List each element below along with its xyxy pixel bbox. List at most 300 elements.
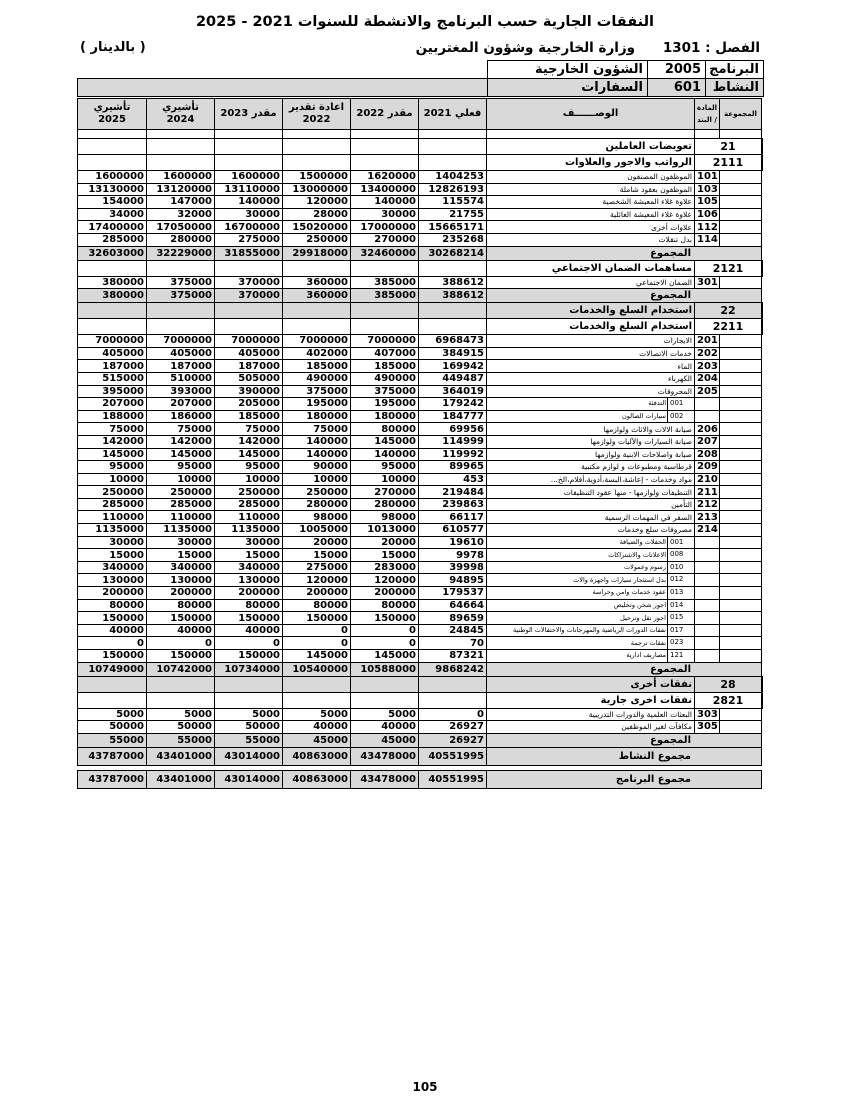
- value-2021: 19610: [419, 536, 487, 549]
- empty-cell: [351, 692, 419, 708]
- value-2022-reestimate: 15020000: [283, 221, 351, 234]
- value-2022-reestimate: 29918000: [283, 246, 351, 260]
- item-row: [78, 221, 763, 234]
- value-2021: 384915: [419, 347, 487, 360]
- item-code: 213: [695, 511, 720, 524]
- value-2022-estimate: 270000: [351, 233, 419, 246]
- value-2022-reestimate: 140000: [283, 448, 351, 461]
- item-code: 202: [695, 347, 720, 360]
- value-2023: 7000000: [215, 335, 283, 348]
- value-2025: 130000: [78, 574, 147, 587]
- value-2022-reestimate: 28000: [283, 208, 351, 221]
- empty-cell: [720, 410, 762, 423]
- column-header-row: [78, 99, 763, 130]
- item-code: 112: [695, 221, 720, 234]
- ministry-name: وزارة الخارجية وشؤون المغتربين: [415, 40, 635, 56]
- value-2023: 145000: [215, 448, 283, 461]
- item-row: [78, 385, 763, 398]
- group-code: 21: [695, 139, 762, 155]
- group-row: [78, 139, 763, 155]
- value-2022-reestimate: 75000: [283, 423, 351, 436]
- empty-cell: [351, 303, 419, 319]
- value-2023: 150000: [215, 612, 283, 625]
- value-2023: 43014000: [215, 747, 283, 765]
- value-2022-estimate: 80000: [351, 423, 419, 436]
- activity-label: النشاط: [706, 79, 764, 97]
- value-2022-estimate: 40000: [351, 721, 419, 734]
- value-2022-reestimate: 40000: [283, 721, 351, 734]
- value-2025: 80000: [78, 599, 147, 612]
- value-2023: 185000: [215, 410, 283, 423]
- value-2022-estimate: 283000: [351, 561, 419, 574]
- col-group: المجموعة: [720, 99, 762, 130]
- value-2021: 115574: [419, 196, 487, 209]
- value-2022-reestimate: 10540000: [283, 662, 351, 676]
- value-2022-estimate: 375000: [351, 385, 419, 398]
- value-2022-estimate: 20000: [351, 536, 419, 549]
- value-2022-estimate: 80000: [351, 599, 419, 612]
- value-2024: 285000: [147, 498, 215, 511]
- group-code: 2121: [695, 260, 762, 276]
- item-code: 209: [695, 461, 720, 474]
- empty-cell: [695, 599, 720, 612]
- value-2022-estimate: 407000: [351, 347, 419, 360]
- empty-cell: [720, 183, 762, 196]
- page-title: النفقات الجارية حسب البرنامج والانشطة للسنوات 2021 - 2025: [195, 14, 655, 30]
- value-2023: 55000: [215, 733, 283, 747]
- empty-cell: [695, 536, 720, 549]
- empty-cell: [695, 587, 720, 600]
- empty-cell: [283, 260, 351, 276]
- group-row: [78, 155, 763, 171]
- value-2022-estimate: 10588000: [351, 662, 419, 676]
- value-2022-estimate: 1620000: [351, 171, 419, 184]
- value-2023: 505000: [215, 372, 283, 385]
- value-2023: 1600000: [215, 171, 283, 184]
- empty-cell: [215, 260, 283, 276]
- empty-cell: [720, 461, 762, 474]
- sub-item-row: [78, 637, 763, 650]
- item-row: [78, 372, 763, 385]
- activity-code: 601: [648, 79, 706, 97]
- value-2022-estimate: 385000: [351, 276, 419, 289]
- value-2024: 207000: [147, 398, 215, 411]
- group-description: مساهمات الضمان الاجتماعي: [487, 260, 695, 276]
- value-2023: 390000: [215, 385, 283, 398]
- empty-cell: [720, 721, 762, 734]
- item-row: [78, 335, 763, 348]
- subtotal-row: [78, 662, 763, 676]
- empty-cell: [215, 155, 283, 171]
- sub-item-description: سيارات الصالون 002: [487, 410, 695, 423]
- value-2022-reestimate: 360000: [283, 289, 351, 303]
- empty-cell: [762, 155, 763, 171]
- item-row: [78, 524, 763, 537]
- value-2024: 43401000: [147, 747, 215, 765]
- item-description: التنظيفات ولوازمها - منها عقود التنظيفات: [487, 486, 695, 499]
- empty-cell: [720, 221, 762, 234]
- value-2022-reestimate: 45000: [283, 733, 351, 747]
- sub-item-code: 008: [667, 549, 692, 561]
- group-description: نفقات اخرى جارية: [487, 692, 695, 708]
- empty-cell: [720, 360, 762, 373]
- value-2022-estimate: 270000: [351, 486, 419, 499]
- empty-cell: [215, 692, 283, 708]
- value-2025: 200000: [78, 587, 147, 600]
- value-2021: 39998: [419, 561, 487, 574]
- total-label: المجموع: [487, 662, 762, 676]
- empty-cell: [351, 319, 419, 335]
- value-2022-estimate: 120000: [351, 574, 419, 587]
- value-2021: 169942: [419, 360, 487, 373]
- value-2025: 10749000: [78, 662, 147, 676]
- empty-cell: [419, 676, 487, 692]
- program-name: الشؤون الخارجية: [488, 61, 648, 79]
- empty-cell: [720, 599, 762, 612]
- value-2024: 7000000: [147, 335, 215, 348]
- empty-cell: [720, 524, 762, 537]
- value-2024: 130000: [147, 574, 215, 587]
- empty-cell: [720, 486, 762, 499]
- empty-cell: [720, 196, 762, 209]
- value-2022-reestimate: 250000: [283, 233, 351, 246]
- sub-item-code: 015: [667, 612, 692, 624]
- value-2024: 375000: [147, 289, 215, 303]
- item-code: 203: [695, 360, 720, 373]
- empty-cell: [419, 155, 487, 171]
- value-2022-reestimate: 280000: [283, 498, 351, 511]
- item-description: مواد وخدمات - إعاشة،البسة،أدوية،أفلام،الخ...: [487, 473, 695, 486]
- value-2022-reestimate: 1005000: [283, 524, 351, 537]
- value-2022-estimate: 30000: [351, 208, 419, 221]
- value-2023: 142000: [215, 435, 283, 448]
- value-2023: 95000: [215, 461, 283, 474]
- item-description: الكهرباء: [487, 372, 695, 385]
- value-2021: 453: [419, 473, 487, 486]
- col-2024: تأشيري 2024: [147, 99, 215, 130]
- empty-cell: [695, 637, 720, 650]
- value-2022-reestimate: 275000: [283, 561, 351, 574]
- item-description: الماء: [487, 360, 695, 373]
- value-2023: 285000: [215, 498, 283, 511]
- item-description: صيانة الالات والاثاث ولوازمها: [487, 423, 695, 436]
- program-activity-header: [77, 60, 764, 97]
- value-2021: 610577: [419, 524, 487, 537]
- empty-cell: [78, 692, 147, 708]
- value-2021: 89659: [419, 612, 487, 625]
- value-2025: 340000: [78, 561, 147, 574]
- value-2023: 370000: [215, 276, 283, 289]
- empty-cell: [78, 155, 147, 171]
- value-2022-reestimate: 7000000: [283, 335, 351, 348]
- item-description: خدمات الاتصالات: [487, 347, 695, 360]
- value-2022-reestimate: 5000: [283, 708, 351, 721]
- value-2024: 75000: [147, 423, 215, 436]
- item-row: [78, 276, 763, 289]
- value-2022-reestimate: 80000: [283, 599, 351, 612]
- group-description: الرواتب والاجور والعلاوات: [487, 155, 695, 171]
- value-2021: 184777: [419, 410, 487, 423]
- value-2022-estimate: 185000: [351, 360, 419, 373]
- value-2025: 187000: [78, 360, 147, 373]
- value-2022-reestimate: 20000: [283, 536, 351, 549]
- value-2025: 75000: [78, 423, 147, 436]
- value-2023: 15000: [215, 549, 283, 562]
- value-2021: 30268214: [419, 246, 487, 260]
- item-row: [78, 486, 763, 499]
- empty-cell: [720, 276, 762, 289]
- item-description: البعثات العلمية والدورات التدريبية: [487, 708, 695, 721]
- grand-total-row: [78, 770, 763, 788]
- value-2025: 17400000: [78, 221, 147, 234]
- value-2025: 1600000: [78, 171, 147, 184]
- value-2025: 13130000: [78, 183, 147, 196]
- value-2023: 30000: [215, 536, 283, 549]
- activity-name: السفارات: [488, 79, 648, 97]
- value-2021: 179537: [419, 587, 487, 600]
- value-2021: 239863: [419, 498, 487, 511]
- empty-cell: [283, 692, 351, 708]
- col-2022-reestimate: اعادة تقدير 2022: [283, 99, 351, 130]
- empty-cell: [720, 171, 762, 184]
- empty-cell: [695, 624, 720, 637]
- value-2022-estimate: 98000: [351, 511, 419, 524]
- sub-item-code: 013: [667, 587, 692, 599]
- value-2023: 0: [215, 637, 283, 650]
- value-2022-estimate: 0: [351, 637, 419, 650]
- value-2024: 10742000: [147, 662, 215, 676]
- value-2021: 219484: [419, 486, 487, 499]
- group-code: 2111: [695, 155, 762, 171]
- total-label: المجموع: [487, 289, 762, 303]
- value-2023: 250000: [215, 486, 283, 499]
- sub-item-code: 010: [667, 562, 692, 574]
- total-label: مجموع النشاط: [487, 747, 762, 765]
- empty-cell: [351, 260, 419, 276]
- value-2025: 145000: [78, 448, 147, 461]
- empty-cell: [78, 139, 147, 155]
- value-2021: 179242: [419, 398, 487, 411]
- item-code: 105: [695, 196, 720, 209]
- sub-item-description: التدفئة 001: [487, 398, 695, 411]
- group-code: 2821: [695, 692, 762, 708]
- value-2022-reestimate: 10000: [283, 473, 351, 486]
- sub-item-description: الحفلات والضيافة 001: [487, 536, 695, 549]
- value-2025: 188000: [78, 410, 147, 423]
- sub-item-description: نفقات الدورات الرياضية والمهرجانات والاحتفالات الوطنية 017: [487, 624, 695, 637]
- empty-cell: [720, 498, 762, 511]
- value-2023: 10000: [215, 473, 283, 486]
- sub-item-row: [78, 587, 763, 600]
- item-row: [78, 360, 763, 373]
- value-2022-reestimate: 145000: [283, 650, 351, 663]
- value-2023: 200000: [215, 587, 283, 600]
- sub-item-description: اجور شحن وتخليص 014: [487, 599, 695, 612]
- empty-cell: [147, 260, 215, 276]
- empty-cell: [720, 398, 762, 411]
- value-2022-estimate: 280000: [351, 498, 419, 511]
- empty-cell: [351, 155, 419, 171]
- sub-item-code: 014: [667, 600, 692, 612]
- empty-cell: [762, 319, 763, 335]
- value-2022-reestimate: 140000: [283, 435, 351, 448]
- value-2022-estimate: 490000: [351, 372, 419, 385]
- value-2025: 405000: [78, 347, 147, 360]
- item-row: [78, 435, 763, 448]
- empty-cell: [215, 676, 283, 692]
- item-row: [78, 448, 763, 461]
- group-row: [78, 692, 763, 708]
- value-2022-estimate: 5000: [351, 708, 419, 721]
- value-2024: 5000: [147, 708, 215, 721]
- value-2021: 26927: [419, 721, 487, 734]
- sub-item-row: [78, 410, 763, 423]
- sub-item-code: 002: [667, 411, 692, 423]
- value-2022-estimate: 32460000: [351, 246, 419, 260]
- value-2024: 95000: [147, 461, 215, 474]
- empty-cell: [695, 549, 720, 562]
- value-2022-reestimate: 185000: [283, 360, 351, 373]
- empty-cell: [720, 335, 762, 348]
- item-description: السفر في المهمات الرسمية: [487, 511, 695, 524]
- empty-cell: [419, 303, 487, 319]
- item-description: التأمين: [487, 498, 695, 511]
- item-code: 103: [695, 183, 720, 196]
- value-2021: 388612: [419, 289, 487, 303]
- value-2024: 375000: [147, 276, 215, 289]
- value-2021: 1404253: [419, 171, 487, 184]
- item-code: 206: [695, 423, 720, 436]
- value-2025: 285000: [78, 498, 147, 511]
- empty-cell: [720, 233, 762, 246]
- value-2022-reestimate: 0: [283, 637, 351, 650]
- item-row: [78, 423, 763, 436]
- value-2023: 43014000: [215, 770, 283, 788]
- value-2023: 5000: [215, 708, 283, 721]
- value-2025: 110000: [78, 511, 147, 524]
- empty-cell: [147, 155, 215, 171]
- empty-cell: [147, 676, 215, 692]
- item-row: [78, 233, 763, 246]
- empty-cell: [419, 260, 487, 276]
- empty-cell: [720, 624, 762, 637]
- subtotal-row: [78, 289, 763, 303]
- item-description: قرطاسية ومطبوعات و لوازم مكتبية: [487, 461, 695, 474]
- empty-cell: [720, 473, 762, 486]
- value-2024: 142000: [147, 435, 215, 448]
- value-2023: 110000: [215, 511, 283, 524]
- value-2021: 15665171: [419, 221, 487, 234]
- value-2024: 17050000: [147, 221, 215, 234]
- empty-cell: [215, 303, 283, 319]
- empty-cell: [215, 319, 283, 335]
- value-2022-estimate: 385000: [351, 289, 419, 303]
- sub-item-code: 121: [667, 650, 692, 662]
- sub-item-row: [78, 398, 763, 411]
- sub-item-row: [78, 624, 763, 637]
- value-2025: 7000000: [78, 335, 147, 348]
- value-2024: 147000: [147, 196, 215, 209]
- group-code: 22: [695, 303, 762, 319]
- empty-cell: [720, 208, 762, 221]
- sub-item-description: بدل استئجار سيارات واجهزة والات 012: [487, 574, 695, 587]
- empty-cell: [695, 410, 720, 423]
- value-2021: 119992: [419, 448, 487, 461]
- value-2021: 40551995: [419, 747, 487, 765]
- sub-item-code: 001: [667, 398, 692, 410]
- sub-item-description: عقود خدمات وامن وحراسة 013: [487, 587, 695, 600]
- col-2022-estimate: مقدر 2022: [351, 99, 419, 130]
- value-2022-reestimate: 40863000: [283, 770, 351, 788]
- value-2022-estimate: 140000: [351, 448, 419, 461]
- value-2023: 16700000: [215, 221, 283, 234]
- sub-item-code: 001: [667, 537, 692, 549]
- empty-cell: [762, 303, 763, 319]
- item-description: الموظفون بعقود شاملة: [487, 183, 695, 196]
- empty-cell: [283, 155, 351, 171]
- value-2025: 1135000: [78, 524, 147, 537]
- value-2021: 70: [419, 637, 487, 650]
- value-2022-estimate: 13400000: [351, 183, 419, 196]
- value-2022-reestimate: 250000: [283, 486, 351, 499]
- item-row: [78, 347, 763, 360]
- sub-item-description: اجور نقل وترحيل 015: [487, 612, 695, 625]
- empty-cell: [720, 587, 762, 600]
- value-2022-reestimate: 120000: [283, 196, 351, 209]
- value-2021: 87321: [419, 650, 487, 663]
- value-2022-reestimate: 180000: [283, 410, 351, 423]
- empty-cell: [351, 676, 419, 692]
- value-2022-estimate: 145000: [351, 435, 419, 448]
- value-2025: 207000: [78, 398, 147, 411]
- value-2024: 1600000: [147, 171, 215, 184]
- value-2022-estimate: 200000: [351, 587, 419, 600]
- value-2023: 150000: [215, 650, 283, 663]
- value-2024: 150000: [147, 612, 215, 625]
- empty-cell: [720, 385, 762, 398]
- value-2023: 275000: [215, 233, 283, 246]
- subtotal-row: [78, 246, 763, 260]
- value-2023: 370000: [215, 289, 283, 303]
- value-2024: 32000: [147, 208, 215, 221]
- value-2021: 40551995: [419, 770, 487, 788]
- item-description: مكافآت لغير الموظفين: [487, 721, 695, 734]
- value-2022-estimate: 10000: [351, 473, 419, 486]
- value-2022-estimate: 95000: [351, 461, 419, 474]
- value-2022-estimate: 43478000: [351, 770, 419, 788]
- empty-cell: [762, 692, 763, 708]
- value-2025: 30000: [78, 536, 147, 549]
- value-2024: 145000: [147, 448, 215, 461]
- value-2025: 380000: [78, 276, 147, 289]
- value-2022-estimate: 15000: [351, 549, 419, 562]
- value-2022-reestimate: 98000: [283, 511, 351, 524]
- empty-cell: [720, 708, 762, 721]
- program-label: البرنامج: [706, 61, 764, 79]
- empty-cell: [762, 260, 763, 276]
- value-2022-reestimate: 13000000: [283, 183, 351, 196]
- group-description: استخدام السلع والخدمات: [487, 303, 695, 319]
- group-row: [78, 676, 763, 692]
- value-2024: 405000: [147, 347, 215, 360]
- sub-item-row: [78, 599, 763, 612]
- value-2022-reestimate: 40863000: [283, 747, 351, 765]
- group-code: 28: [695, 676, 762, 692]
- sub-item-row: [78, 549, 763, 562]
- sub-item-description: الاعلانات والاشتراكات 008: [487, 549, 695, 562]
- empty-cell: [147, 319, 215, 335]
- item-code: 205: [695, 385, 720, 398]
